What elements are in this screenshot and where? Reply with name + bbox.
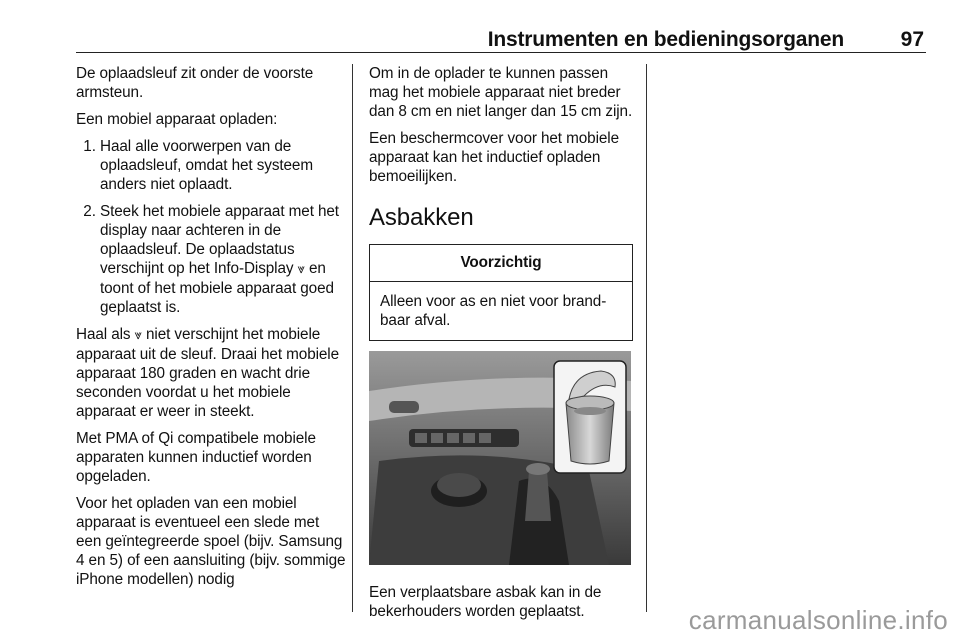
caution-box — [369, 244, 633, 341]
paragraph-charging-intro: Een mobiel apparaat opladen: — [76, 111, 278, 128]
charging-status-icon-inline: ⩔ — [134, 328, 142, 343]
paragraph-sled: Voor het opladen van een mobiel apparaat is eventueel een slede met een geïntegreerde spoel (bijv. Samsung 4 en 5) of een aansluiting (bijv. sommige iPhone modellen) nodig — [76, 495, 346, 588]
ashtray-illustration — [369, 351, 631, 565]
page-header — [76, 24, 926, 53]
paragraph-cover: Een beschermcover voor het mobiele apparaat kan het inductief opladen bemoeilijken. — [369, 130, 619, 185]
column-left — [76, 64, 346, 597]
step-2-text: Steek het mobiele apparaat met het display naar achteren in de oplaadsleuf. De oplaadstatus verschijnt op het Info-Display — [100, 203, 339, 277]
paragraph-not-shown — [76, 325, 346, 421]
caution-text: Alleen voor as en niet voor brand-baar afval. — [380, 293, 607, 329]
ashtray-photo — [369, 351, 631, 565]
page-number: 97 — [900, 28, 924, 51]
step-2 — [100, 202, 346, 317]
paragraph-not-shown-a: Haal als — [76, 326, 131, 343]
paragraph-compatible: Met PMA of Qi compatibele mobiele apparaten kunnen inductief worden opgeladen. — [76, 430, 316, 485]
watermark: carmanualsonline.info — [688, 605, 948, 635]
step-2-text-end: en toont of het mobiele apparaat goed geplaatst is. — [100, 260, 334, 316]
column-right — [369, 64, 639, 629]
photo-caption: Een verplaatsbare asbak kan in de bekerhouders worden geplaatst. — [369, 584, 602, 620]
header-title: Instrumenten en bedieningsorganen — [487, 28, 844, 51]
paragraph-charging-location: De oplaadsleuf zit onder de voorste armsteun. — [76, 65, 314, 101]
paragraph-size-limit: Om in de oplader te kunnen passen mag het mobiele apparaat niet breder dan 8 cm en niet langer dan 15 cm zijn. — [369, 65, 633, 120]
caution-title: Voorzichtig — [370, 245, 632, 282]
column-divider-right — [646, 64, 647, 612]
paragraph-not-shown-b: niet verschijnt het mobiele apparaat uit de sleuf. Draai het mobiele apparaat 180 graden en wacht drie seconden voordat u het mobiele apparaat er weer in steekt. — [76, 326, 340, 420]
charging-steps — [76, 137, 346, 317]
step-1: 1. Haal alle voorwerpen van de oplaadsleuf, omdat het systeem anders niet oplaadt. — [100, 137, 346, 194]
section-heading-ashtrays: Asbakken — [369, 204, 474, 231]
charging-status-icon: ⩔ — [297, 262, 305, 277]
column-divider-left — [352, 64, 353, 612]
